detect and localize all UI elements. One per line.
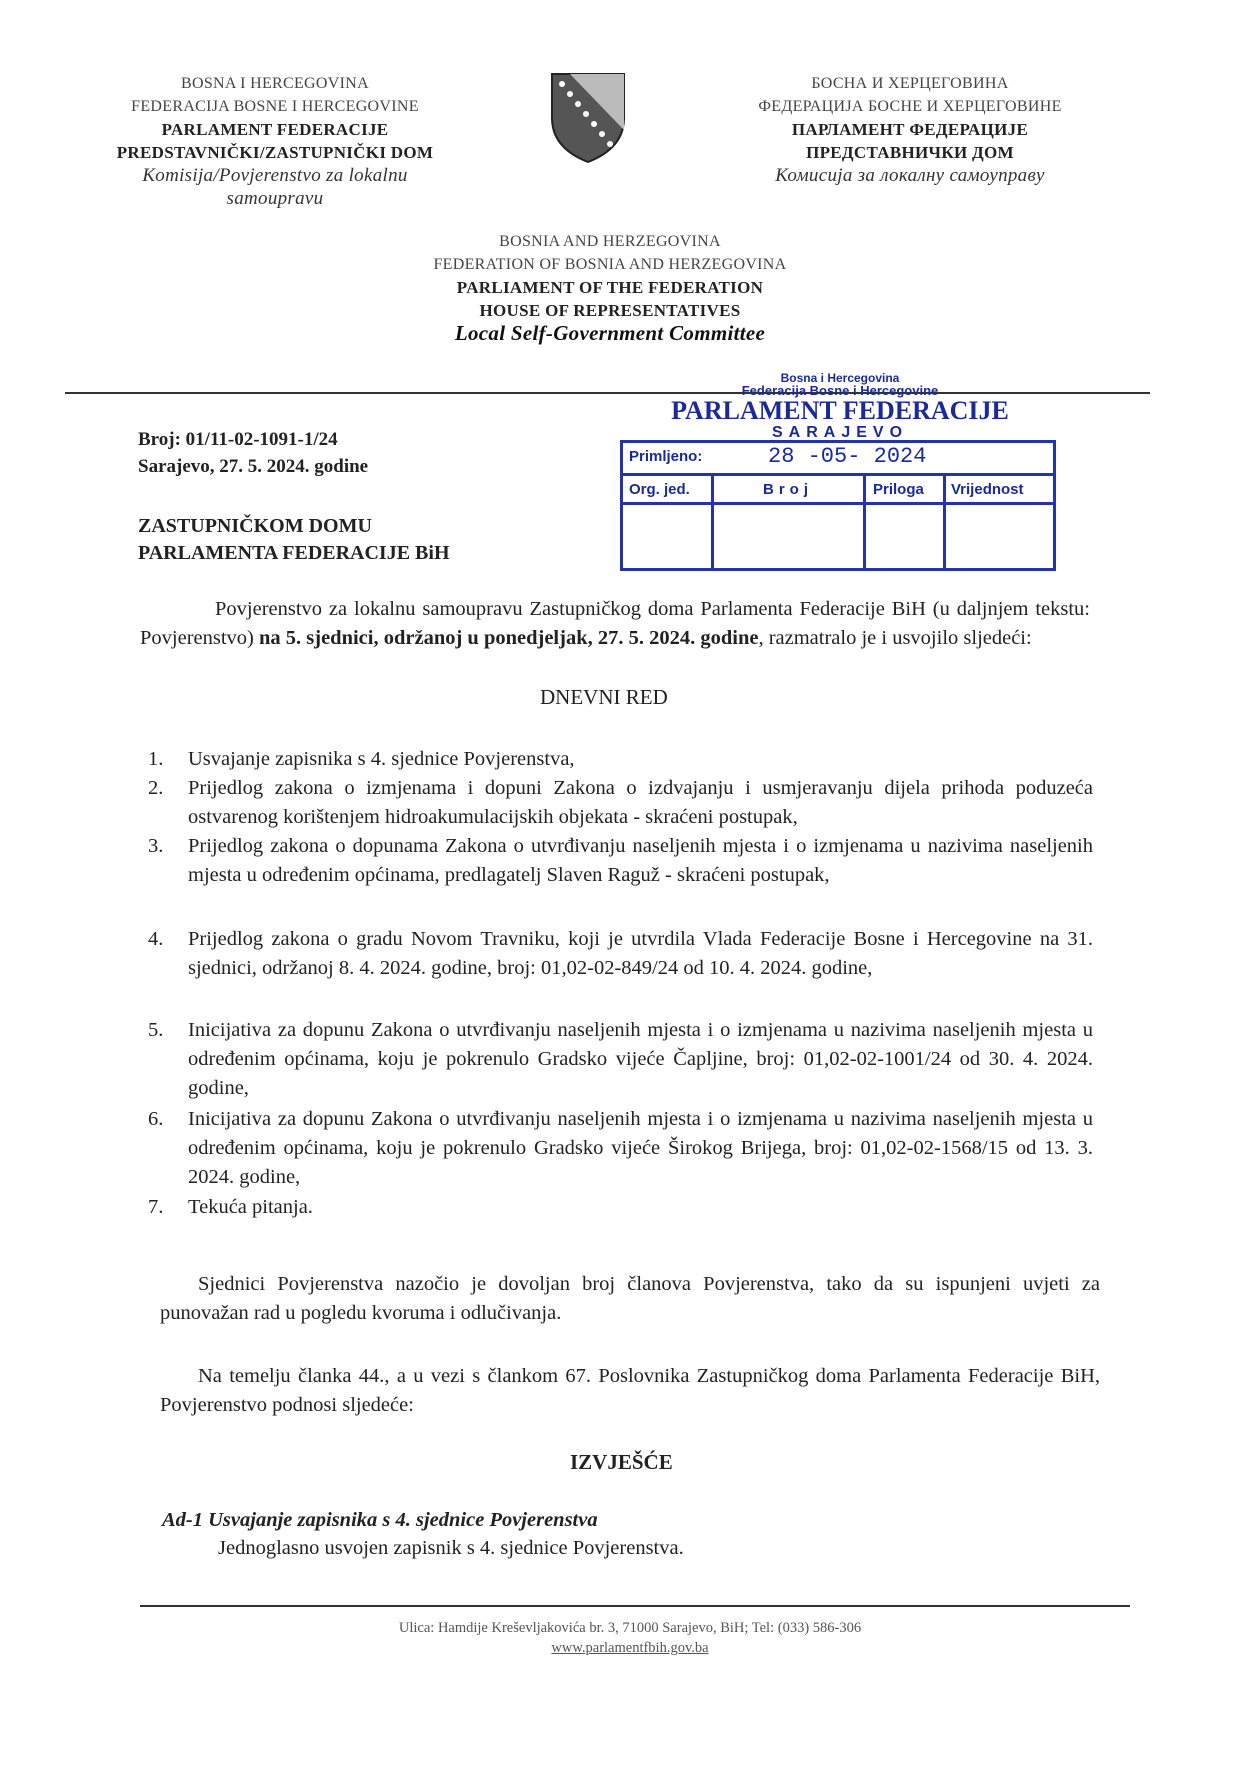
footer xyxy=(180,1618,1080,1658)
stamp-col-org: Org. jed. xyxy=(629,481,690,498)
stamp-col-divider xyxy=(711,476,714,568)
agenda-item-number: 6. xyxy=(148,1108,164,1130)
stamp-col-priloga: Priloga xyxy=(873,481,924,498)
agenda-item xyxy=(148,1193,1093,1222)
agenda-item-text: Inicijativa za dopunu Zakona o utvrđivanju naseljenih mjesta i o izmjenama u nazivima naseljenih mjesta u određenim općinama, koju je pokrenulo Gradsko vijeće Čapljine, broj: 01,02-02-1001/24 od 30. 4. 2024. godine, xyxy=(188,1019,1093,1099)
agenda-item xyxy=(148,745,1093,774)
header-right-line4: ПРЕДСТАВНИЧКИ ДОМ xyxy=(806,143,1014,162)
stamp-received-date: 28 -05- 2024 xyxy=(768,444,927,469)
agenda-item xyxy=(148,774,1093,832)
agenda-item-number: 7. xyxy=(148,1196,164,1218)
agenda-item-number: 3. xyxy=(148,835,164,857)
header-left-line1: BOSNA I HERCEGOVINA xyxy=(181,75,369,92)
stamp-received-row xyxy=(623,443,1053,476)
stamp-line3: PARLAMENT FEDERACIJE xyxy=(671,396,1009,425)
agenda-item-text: Usvajanje zapisnika s 4. sjednice Povjerenstva, xyxy=(188,748,575,770)
stamp-line4: SARAJEVO xyxy=(771,424,909,441)
intro-part2: , razmatralo je i usvojilo sljedeći: xyxy=(758,627,1032,649)
header-center-line3: PARLIAMENT OF THE FEDERATION xyxy=(456,278,764,297)
document-meta xyxy=(138,426,368,480)
header-center xyxy=(330,230,890,345)
agenda-title: DNEVNI RED xyxy=(540,685,668,709)
ad1-text: Jednoglasno usvojen zapisnik s 4. sjednice Povjerenstva. xyxy=(218,1537,684,1559)
intro-bold: na 5. sjednici, održanoj u ponedjeljak, 27. 5. 2024. godine xyxy=(259,627,759,649)
agenda-item-text: Prijedlog zakona o dopunama Zakona o utvrđivanju naseljenih mjesta i o izmjenama u nazivima naseljenih mjesta u određenim općinama, predlagatelj Slaven Raguž - skraćeni postupak, xyxy=(188,835,1093,886)
recipient xyxy=(138,513,450,567)
agenda-item xyxy=(148,1016,1093,1103)
recipient-line1: ZASTUPNIČKOM DOMU xyxy=(138,515,372,537)
stamp-received-label: Primljeno: xyxy=(629,448,703,465)
header-center-line1: BOSNIA AND HERZEGOVINA xyxy=(499,233,721,250)
footer-url[interactable]: www.parlamentfbih.gov.ba xyxy=(551,1640,709,1656)
header-left-line2: FEDERACIJA BOSNE I HERCEGOVINE xyxy=(131,98,419,115)
header-left-line3: PARLAMENT FEDERACIJE xyxy=(161,120,389,139)
agenda-item-text: Tekuća pitanja. xyxy=(188,1196,313,1218)
header-center-line5: Local Self-Government Committee xyxy=(454,321,766,345)
intro-part1: Povjerenstvo za lokalnu samoupravu Zastupničkog doma Parlamenta Federacije BiH (u daljnjem tekstu: Povjerenstvo) xyxy=(140,598,1090,649)
document-number: Broj: 01/11-02-1091-1/24 xyxy=(138,429,338,450)
document-date: Sarajevo, 27. 5. 2024. godine xyxy=(138,456,369,477)
header-center-line4: HOUSE OF REPRESENTATIVES xyxy=(479,301,741,320)
stamp-line2: Federacija Bosne i Hercegovine xyxy=(741,383,939,398)
header-left-line6: samoupravu xyxy=(226,188,324,209)
stamp-col-broj: Broj xyxy=(763,481,813,498)
agenda-item-number: 1. xyxy=(148,748,164,770)
header-left-line4: PREDSTAVNIČKI/ZASTUPNIČKI DOM xyxy=(116,143,434,162)
footer-divider xyxy=(140,1605,1130,1607)
stamp-col-vrijednost: Vrijednost xyxy=(951,481,1024,498)
stamp-table xyxy=(620,440,1056,571)
received-stamp xyxy=(640,372,1040,442)
ad1-title: Ad-1 Usvajanje zapisnika s 4. sjednice Povjerenstva xyxy=(162,1509,598,1531)
agenda-item-number: 5. xyxy=(148,1019,164,1041)
footer-address: Ulica: Hamdije Kreševljakovića br. 3, 71000 Sarajevo, BiH; Tel: (033) 586-306 xyxy=(398,1620,862,1636)
header-right-line3: ПАРЛАМЕНТ ФЕДЕРАЦИЈЕ xyxy=(791,120,1029,139)
agenda-item-text: Prijedlog zakona o izmjenama i dopuni Zakona o izdvajanju i usmjeravanju dijela prihoda poduzeća ostvarenog korištenjem hidroakumulacijskih objekata - skraćeni postupak, xyxy=(188,777,1093,828)
agenda-item xyxy=(148,1105,1093,1192)
basis-paragraph: Na temelju članka 44., a u vezi s člankom 67. Poslovnika Zastupničkog doma Parlamenta Federacije BiH, Povjerenstvo podnosi sljedeće: xyxy=(160,1365,1100,1416)
agenda-item-number: 4. xyxy=(148,928,164,950)
recipient-line2: PARLAMENTA FEDERACIJE BiH xyxy=(138,542,450,564)
agenda-item-text: Inicijativa za dopunu Zakona o utvrđivanju naseljenih mjesta i o izmjenama u nazivima naseljenih mjesta u određenim općinama, koju je pokrenulo Gradsko vijeće Širokog Brijega, broj: 01,02-02-1568/15 od 13. 3. 2024. godine, xyxy=(188,1108,1093,1188)
stamp-line1: Bosna i Hercegovina xyxy=(780,371,900,385)
agenda-item-text: Prijedlog zakona o gradu Novom Travniku, koji je utvrdila Vlada Federacije Bosne i Hercegovine na 31. sjednici, održanoj 8. 4. 2024. godine, broj: 01,02-02-849/24 od 10. 4. 2024. godine, xyxy=(188,928,1093,979)
header-left-line5: Komisija/Povjerenstvo za lokalnu xyxy=(142,165,408,186)
stamp-col-divider xyxy=(863,476,866,568)
agenda-item xyxy=(148,832,1093,890)
agenda-item-number: 2. xyxy=(148,777,164,799)
stamp-col-divider xyxy=(943,476,946,568)
header-right-line5: Комисија за локалну самоуправу xyxy=(775,165,1045,186)
header-left xyxy=(70,72,480,210)
report-title: IZVJEŠĆE xyxy=(570,1450,673,1474)
header-center-line2: FEDERATION OF BOSNIA AND HERZEGOVINA xyxy=(433,256,787,273)
intro-paragraph xyxy=(140,595,1090,653)
agenda-item xyxy=(148,925,1093,983)
header-right-line1: БОСНА И ХЕРЦЕГОВИНА xyxy=(811,75,1009,92)
header-right-line2: ФЕДЕРАЦИЈА БОСНЕ И ХЕРЦЕГОВИНЕ xyxy=(758,98,1062,115)
quorum-paragraph: Sjednici Povjerenstva nazočio je dovoljan broj članova Povjerenstva, tako da su ispunjeni uvjeti za punovažan rad u pogledu kvoruma i odlučivanja. xyxy=(160,1273,1100,1324)
coat-of-arms-icon xyxy=(548,70,628,165)
header-right xyxy=(710,72,1110,187)
